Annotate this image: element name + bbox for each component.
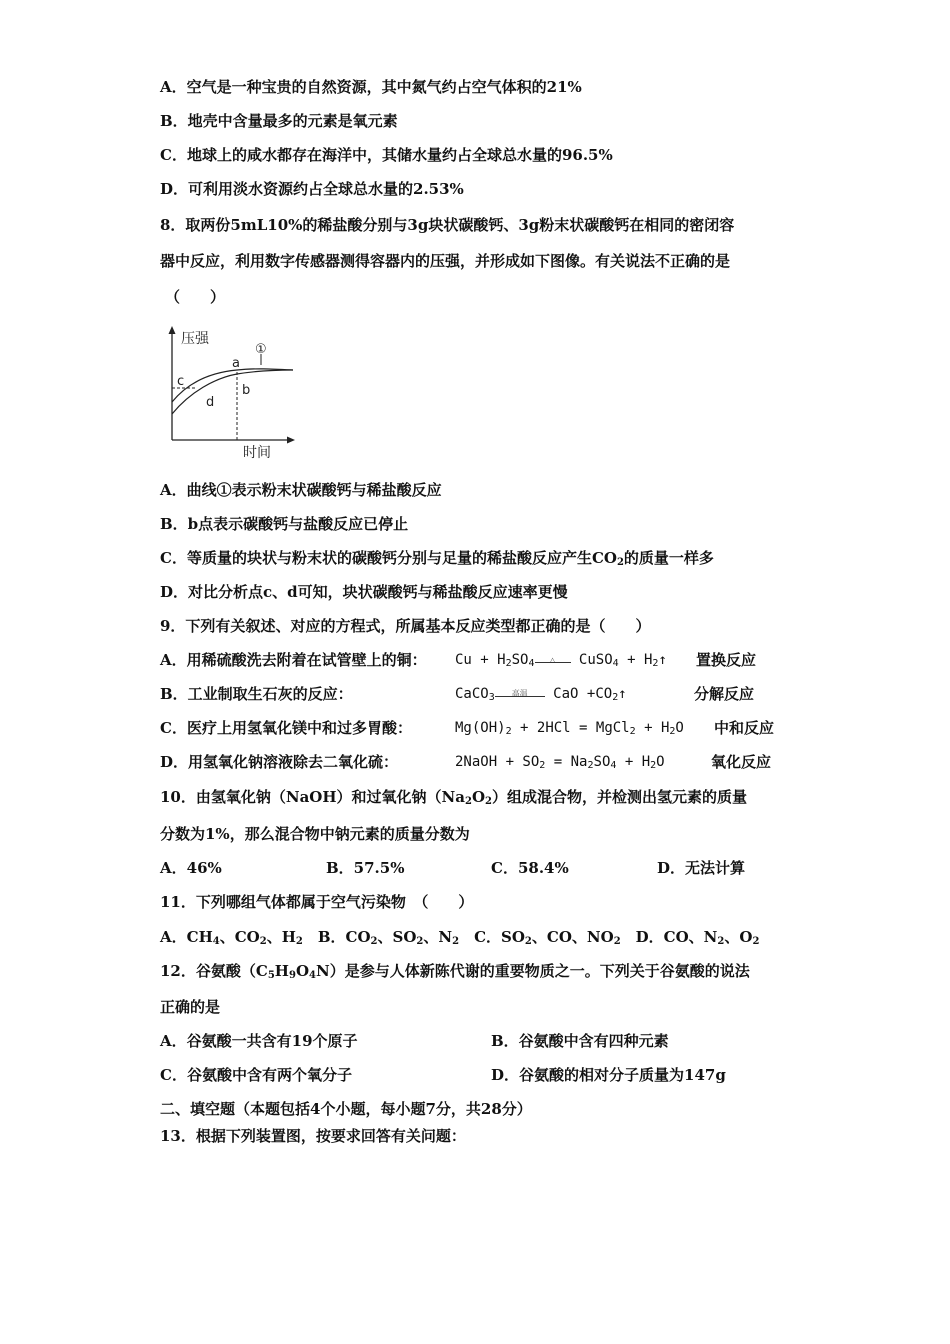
point-d-label: d	[206, 395, 215, 410]
curve-1-powder	[172, 369, 293, 402]
curve-label-circle-1: ①	[255, 342, 267, 357]
q9-option-a-desc: A．用稀硫酸洗去附着在试管壁上的铜：	[160, 651, 427, 669]
point-a-label: a	[232, 356, 240, 371]
q7-option-b: B．地壳中含量最多的元素是氧元素	[160, 112, 398, 130]
q11-stem: 11．下列哪组气体都属于空气污染物 （ ）	[160, 893, 474, 911]
q9-option-c-desc: C．医疗上用氢氧化镁中和过多胃酸：	[160, 719, 412, 737]
q8-stem-line2: 器中反应，利用数字传感器测得容器内的压强，并形成如下图像。有关说法不正确的是	[160, 252, 731, 270]
q10-option-c: C．58.4%	[491, 859, 569, 877]
y-axis-label: 压强	[181, 331, 209, 347]
q9-option-b-desc: B．工业制取生石灰的反应：	[160, 685, 353, 703]
q8-option-d: D．对比分析点c、d可知，块状碳酸钙与稀盐酸反应速率更慢	[160, 583, 568, 601]
y-axis	[169, 326, 176, 440]
q10-option-b: B．57.5%	[326, 859, 405, 877]
q9-option-d-type: 氧化反应	[711, 753, 772, 771]
q11-options: A．$CH_4$、$CO_2$、$H_2$ B．$CO_2$、$SO_2$、$N_2$ C．$SO_2$、CO、$NO_2$ D．CO、$N_2$、$O_2$	[160, 928, 760, 947]
q8-answer-blank: （ ）	[165, 288, 226, 306]
x-axis	[172, 437, 295, 444]
curve-2-lump	[172, 370, 293, 414]
q7-option-c: C．地球上的咸水都存在海洋中，其储水量约占全球总水量的96.5%	[160, 146, 613, 164]
q9-option-d-equation: 2NaOH + $SO_2 = Na_2SO_4 + H_2O$	[455, 754, 665, 771]
q9-option-b-type: 分解反应	[694, 685, 755, 703]
q12-stem-line2: 正确的是	[160, 998, 221, 1016]
point-c-label: c	[177, 374, 185, 389]
section-2-title: 二、填空题（本题包括4个小题，每小题7分，共28分）	[160, 1100, 532, 1118]
q9-option-d-desc: D．用氢氧化钠溶液除去二氧化硫：	[160, 753, 399, 771]
q12-option-a: A．谷氨酸一共含有19个原子	[160, 1032, 358, 1050]
q12-option-d: D．谷氨酸的相对分子质量为147g	[491, 1066, 726, 1084]
q9-option-a-equation: $Cu + H_2SO_4$ △ CuSO$_4$ + $H_2↑$	[455, 652, 667, 669]
q12-option-b: B．谷氨酸中含有四种元素	[491, 1032, 669, 1050]
q12-option-c: C．谷氨酸中含有两个氧分子	[160, 1066, 352, 1084]
q9-option-b-equation: CaCO$_3$ 高温 CaO $+CO_2↑$	[455, 686, 627, 703]
q7-option-a: A．空气是一种宝贵的自然资源，其中氮气约占空气体积的21%	[160, 78, 582, 96]
q9-stem: 9．下列有关叙述、对应的方程式，所属基本反应类型都正确的是（ ）	[160, 617, 651, 635]
x-axis-label: 时间	[243, 445, 271, 461]
q8-option-a: A．曲线①表示粉末状碳酸钙与稀盐酸反应	[160, 481, 442, 499]
q8-stem-line1: 8．取两份5mL10%的稀盐酸分别与3g块状碳酸钙、3g粉末状碳酸钙在相同的密闭容	[160, 216, 735, 234]
q13-stem: 13．根据下列装置图，按要求回答有关问题：	[160, 1127, 466, 1145]
q8-option-b: B．b点表示碳酸钙与盐酸反应已停止	[160, 515, 409, 533]
q9-option-c-equation: $Mg(OH)_2 + 2HCl$ = MgCl$_2$ + $H_2O$	[455, 720, 684, 737]
q10-option-a: A．46%	[160, 859, 222, 877]
q9-option-c-type: 中和反应	[714, 719, 775, 737]
q10-option-d: D．无法计算	[657, 859, 746, 877]
q10-stem-line2: 分数为1%，那么混合物中钠元素的质量分数为	[160, 825, 470, 843]
q10-stem-line1: 10．由氢氧化钠（NaOH）和过氧化钠$(Na_2O_2)$组成混合物，并检测出氢元素的质量	[160, 788, 748, 807]
q8-option-c: C．等质量的块状与粉末状的碳酸钙分别与足量的稀盐酸反应产生$CO_2$的质量一样多	[160, 549, 714, 568]
q12-stem-line1: 12．谷氨酸$(C_5H_9O_4N)$是参与人体新陈代谢的重要物质之一。下列关于谷氨酸的说法	[160, 962, 750, 981]
point-b-label: b	[242, 383, 251, 398]
q7-option-d: D．可利用淡水资源约占全球总水量的2.53%	[160, 180, 464, 198]
q9-option-a-type: 置换反应	[696, 651, 757, 669]
pressure-time-graph	[155, 322, 305, 462]
